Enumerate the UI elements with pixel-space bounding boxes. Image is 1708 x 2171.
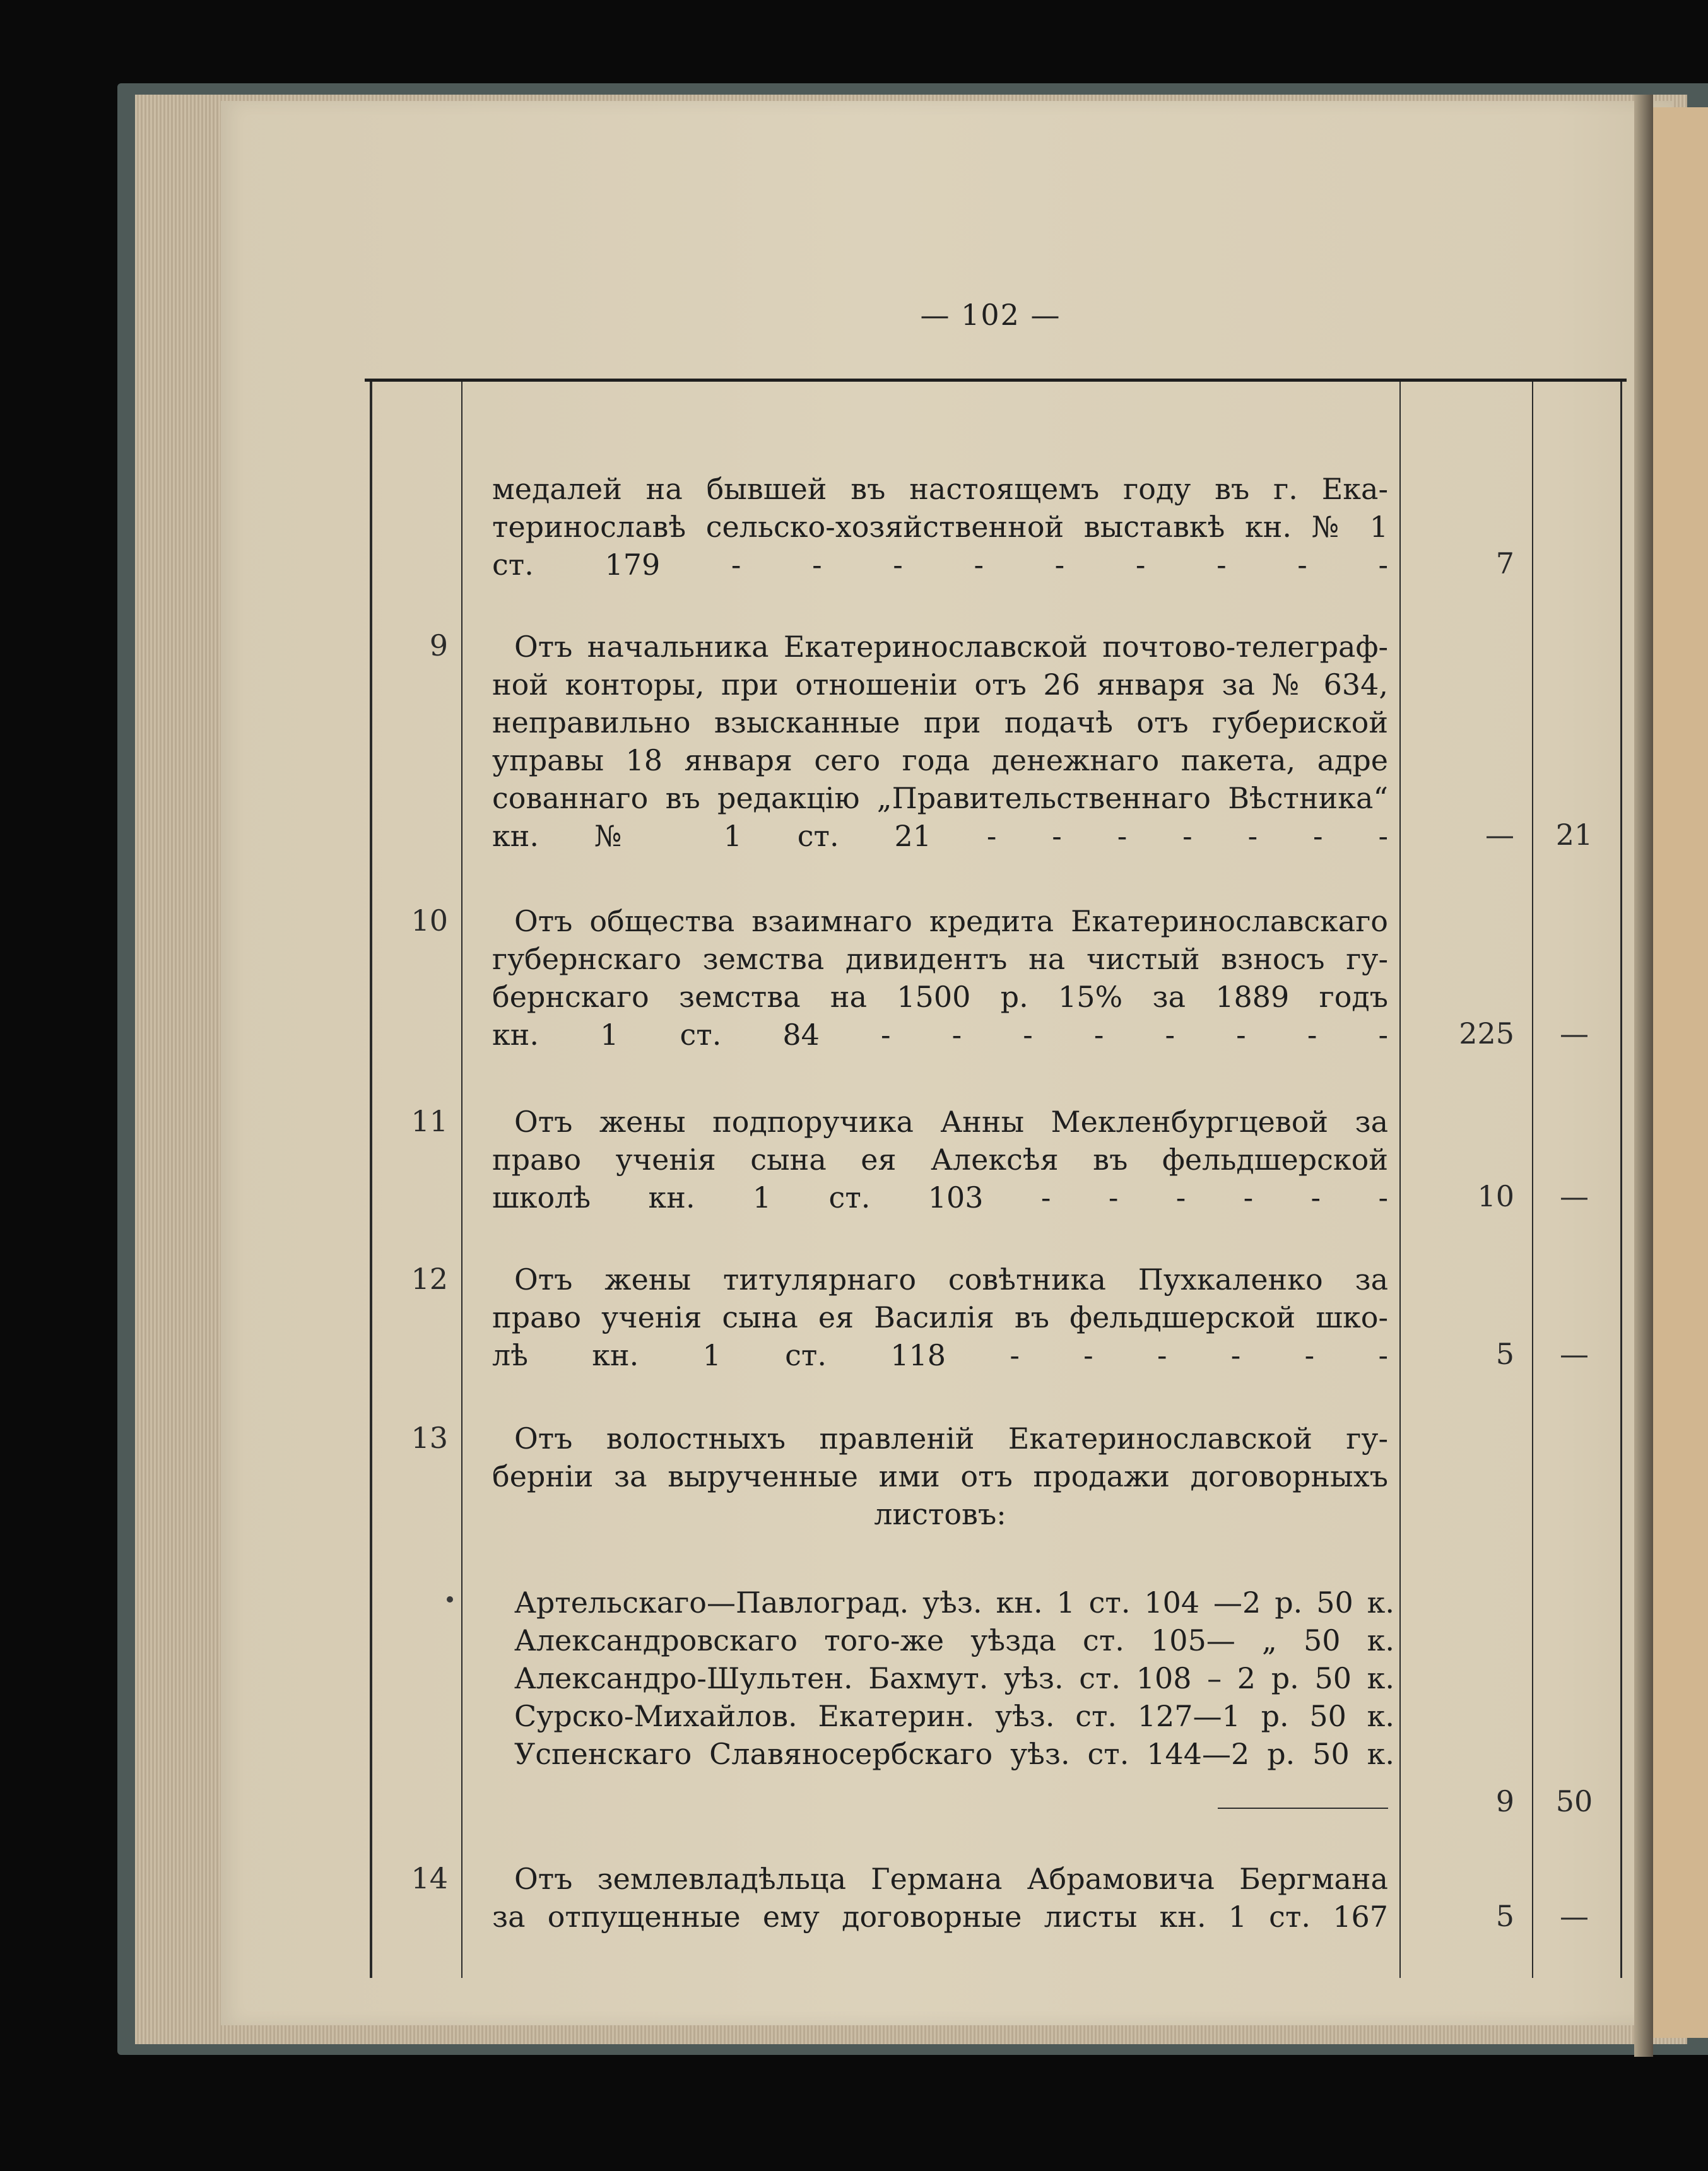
entry-text-line: право ученія сына ея Алексѣя въ фельдшерской	[492, 1143, 1388, 1177]
entry-text-line: бернскаго земства на 1500 р. 15% за 1889 годъ	[492, 980, 1388, 1014]
table-left-border	[370, 382, 372, 1978]
entry-text-line: берніи за вырученные ими отъ продажи договорныхъ	[492, 1459, 1388, 1493]
page-number: — 102 —	[920, 298, 1061, 332]
kopecks-value: 21	[1555, 818, 1593, 852]
book-gutter	[1634, 95, 1653, 2057]
rubles-value: 9	[1495, 1784, 1514, 1818]
entry-text-line: Отъ жены титулярнаго совѣтника Пухкаленко за	[514, 1262, 1388, 1297]
list-item: Успенскаго Славяносербскаго уѣз. ст. 144—2 р. 50 к.	[514, 1737, 1394, 1771]
number-column-divider	[461, 382, 462, 1978]
rubles-value: 7	[1495, 546, 1514, 580]
rubles-value: —	[1485, 818, 1514, 852]
subtotal-rule	[1218, 1808, 1388, 1809]
entry-number: 11	[411, 1104, 448, 1138]
entry-text-line: теринославѣ сельско-хозяйственной выставкѣ кн. № 1	[492, 510, 1388, 544]
rubles-value: 225	[1459, 1016, 1514, 1050]
entry-text-line: сованнаго въ редакцію „Правительственнаго Вѣстника“	[492, 781, 1388, 815]
entry-text-line: школѣ кн. 1 ст. 103 - - - - - -	[492, 1180, 1388, 1215]
rubles-value: 10	[1477, 1179, 1514, 1213]
entry-text-line: за отпущенные ему договорные листы кн. 1 ст. 167	[492, 1900, 1388, 1934]
entry-text-line: неправильно взысканные при подачѣ отъ губериской	[492, 705, 1388, 739]
kopecks-value: —	[1560, 1899, 1589, 1933]
entry-text-line: Отъ волостныхъ правленій Екатеринославской гу-	[514, 1421, 1388, 1456]
entry-text-line: кн. № 1 ст. 21 - - - - - - -	[492, 819, 1388, 853]
kopecks-value: 50	[1555, 1784, 1593, 1818]
rubles-value: 5	[1495, 1337, 1514, 1371]
entry-number: 12	[411, 1262, 448, 1296]
kopecks-value: —	[1560, 1179, 1589, 1213]
kopecks-value: —	[1560, 1337, 1589, 1371]
entry-text-line: листовъ:	[874, 1497, 1006, 1531]
entry-text-line: кн. 1 ст. 84 - - - - - - - -	[492, 1018, 1388, 1052]
entry-text-line: Отъ землевладѣльца Германа Абрамовича Бергмана	[514, 1862, 1388, 1896]
entry-text-line: право ученія сына ея Василія въ фельдшерской шко-	[492, 1300, 1388, 1334]
entry-text-line: медалей на бывшей въ настоящемъ году въ г. Ека-	[492, 472, 1388, 506]
entry-text-line: ст. 179 - - - - - - - - -	[492, 548, 1388, 582]
entry-text-line: Отъ начальника Екатеринославской почтово-телеграф-	[514, 630, 1388, 664]
kopecks-column-divider	[1532, 382, 1533, 1978]
entry-text-line: управы 18 января сего года денежнаго пакета, адре	[492, 743, 1388, 777]
list-item: Александровскаго того-же уѣзда ст. 105— „ 50 к.	[514, 1623, 1394, 1657]
rubles-value: 5	[1495, 1899, 1514, 1933]
entry-number: 9	[429, 628, 448, 662]
table-top-rule	[365, 379, 1627, 382]
entry-text-line: губернскаго земства дивидентъ на чистый взносъ гу-	[492, 942, 1388, 976]
kopecks-value: —	[1560, 1016, 1589, 1050]
rubles-column-divider	[1399, 382, 1401, 1978]
entry-text-line: Отъ жены подпоручика Анны Мекленбургцевой за	[514, 1105, 1388, 1139]
list-item: Александро-Шультен. Бахмут. уѣз. ст. 108 – 2 р. 50 к.	[514, 1661, 1394, 1695]
entry-number: 13	[411, 1421, 448, 1455]
list-item: Сурско-Михайлов. Екатерин. уѣз. ст. 127—1 р. 50 к.	[514, 1699, 1394, 1733]
entry-text-line: Отъ общества взаимнаго кредита Екатеринославскаго	[514, 904, 1388, 938]
facing-page-edge	[1653, 107, 1708, 2038]
list-item: Артельскаго—Павлоград. уѣз. кн. 1 ст. 104 —2 р. 50 к.	[514, 1586, 1394, 1620]
table-right-border	[1620, 382, 1622, 1978]
margin-mark	[447, 1596, 453, 1603]
entry-number: 14	[411, 1861, 448, 1895]
entry-number: 10	[411, 903, 448, 938]
entry-text-line: ной конторы, при отношеніи отъ 26 января за № 634,	[492, 668, 1388, 702]
entry-text-line: лѣ кн. 1 ст. 118 - - - - - -	[492, 1338, 1388, 1372]
